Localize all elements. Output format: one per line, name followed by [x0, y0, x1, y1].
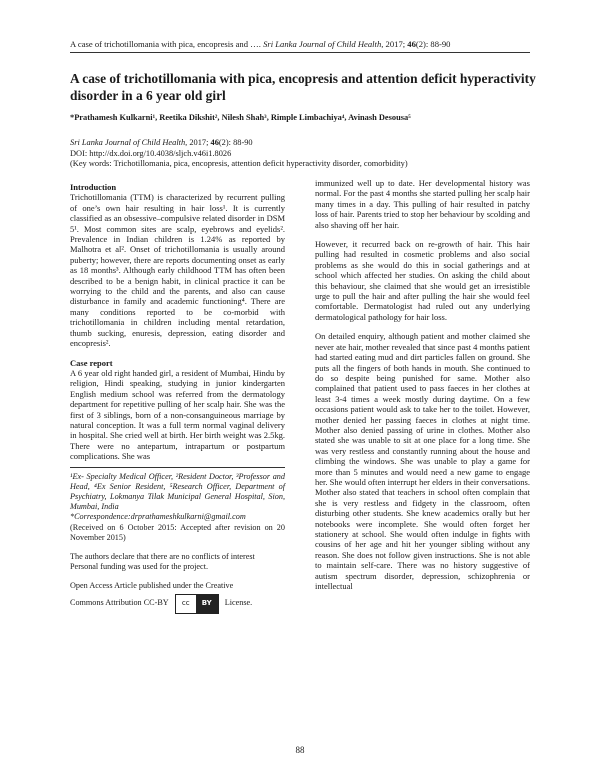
case-report-heading: Case report — [70, 357, 113, 368]
received-dates: (Received on 6 October 2015: Accepted after revision on 20 November 2015) — [70, 522, 285, 542]
doi-link[interactable]: DOI: http://dx.doi.org/10.4038/sljch.v46i1.8026 — [70, 148, 232, 158]
license-suffix: License. — [224, 598, 253, 608]
right-column — [315, 178, 530, 591]
running-header-prefix: A case of trichotillomania with pica, encopresis and …. — [70, 39, 264, 49]
citation-year: , 2017; — [185, 138, 211, 147]
article-title: A case of trichotillomania with pica, encopresis and attention deficit hyperactivity disorder in a 6 year old girl — [70, 71, 536, 103]
open-access-statement: Open Access Article published under the Creative — [70, 581, 234, 591]
case-report-paragraph: A 6 year old right handed girl, a resident of Mumbai, Hindu by religion, Hindi speaking, studying in junior kindergarten English medium school was referred from the dermatology department for repetitive pulling of her scalp hair. She was the first of 3 siblings, born of a non-consanguineous marriage by natural conception. It was a full term normal vaginal delivery in hospital. She cried well at birth. Her birth weight was 2.5kg. There were no antepartum, intrapartum or postpartum complications. She was — [70, 367, 285, 462]
citation-line — [70, 138, 540, 149]
cc-icon: cc — [176, 595, 196, 613]
citation-journal: Sri Lanka Journal of Child Health — [70, 138, 186, 147]
left-column — [70, 182, 285, 614]
citation-pages: (2): 88-90 — [218, 138, 253, 147]
by-icon: BY — [196, 595, 218, 613]
running-header-pages: (2): 88-90 — [415, 39, 451, 49]
body-paragraph-3: On detailed enquiry, although patient and mother claimed she never ate hair, mother revealed that since past 4 months patient had started eating mud and dirt particles fallen on ground. She puts all the fingers of both hands in mouth. She continued to do so despite being punished for same. Mother also complained that patient used to pass faeces in her clothes at least 3-4 times a week mostly during daytime. On a few occasions patient would ask to take her to the toilet. However, mother denied her passing faeces in clothes at night time. Mother also denied passing of urine in clothes. Mother also stated she was unable to sit at one place for a long time. She was very restless and constantly running about the house and climbing the windows. She was unable to play a game for more than 5 minutes and would need a new game to engage her. She would often interrupt her elders in their conversations. Mother also stated that teachers in school often complain that she is very restless and fidgety in the classroom, often disturbing other students. She knew academics orally but her notebooks were incomplete. She would often forget her stationery at school. She would often indulge in fights with cousins of her age and hit her younger sibling without any reason. She does not follow given instructions. She is not able to maintain self-care. There was no history suggestive of autism spectrum disorder, depression, schizophrenia or intellectual — [315, 331, 530, 592]
running-header-volume: 46 — [407, 39, 416, 49]
introduction-heading: Introduction — [70, 182, 117, 192]
running-header-journal: Sri Lanka Journal of Child Health — [263, 39, 382, 49]
conflict-statement: The authors declare that there are no conflicts of interest — [70, 551, 255, 561]
introduction-paragraph: Trichotillomania (TTM) is characterized by recurrent pulling of one’s own hair resulting in hair loss¹. It is currently classified as an obsessive–compulsive related disorder in DSM 5¹. Most common sites are scalp, eyebrows and eyelids². Prevalence in Indian children is 1.24% as reported by Malhotra et al². Onset of trichotillomania is usually around puberty; however, there are reports documenting onset as early as 18 months³. Although early childhood TTM has often been described to be a benign habit, in clinical practice it can be worrying to the child and the parents, and also can cause disturbance in family and academic functioning⁴. There are many conditions reported to be co-morbid with trichotillomania in children including mental retardation, thumb sucking, enuresis, depression, eating disorder and encopresis². — [70, 192, 285, 349]
body-paragraph-2: However, it recurred back on re-growth of hair. This hair pulling had resulted in cosmetic problems and also social problems as she would do this in social gatherings and at school which affected her studies. On asking the child about this behaviour, she claimed that she would get an irresistible urge to pull the hair and after pulling the hair she would feel comfortable. Dermatologist had ruled out any underlying dermatological pathology for hair loss. — [315, 239, 530, 322]
affiliations-footnote: ¹Ex- Specialty Medical Officer, ²Resident Doctor, ³Professor and Head, ⁴Ex Senior Resident, ⁵Research Officer, Department of Psychiatry, Lokmanya Tilak Municipal General Hospital, Sion, Mumbai, India — [70, 471, 285, 512]
funding-statement: Personal funding was used for the project. — [70, 562, 209, 572]
license-prefix: Commons Attribution CC-BY — [70, 598, 169, 608]
header-divider — [70, 52, 530, 53]
cc-by-license-icon[interactable] — [175, 594, 219, 614]
article-meta — [70, 138, 540, 170]
keywords: (Key words: Trichotillomania, pica, encopresis, attention deficit hyperactivity disorder, comorbidity) — [70, 159, 408, 168]
footnote-divider — [70, 467, 285, 468]
license-line — [70, 594, 285, 614]
body-paragraph-1: immunized well up to date. Her developmental history was normal. For the past 4 months she started pulling her scalp hair many times in a day. This pulling of hair resulted in patchy loss of hair. Parents tried to stop her behaviour by scolding and also shaving off her hair. — [315, 178, 530, 230]
running-header — [70, 39, 530, 50]
page-number: 88 — [295, 745, 305, 755]
citation-volume: 46 — [210, 138, 219, 147]
author-list: *Prathamesh Kulkarni¹, Reetika Dikshit², Nilesh Shah³, Rimple Limbachiya⁴, Avinash Desousa⁵ — [70, 113, 411, 122]
correspondence-email[interactable]: *Correspondence:drprathameshkulkarni@gmail.com — [70, 512, 246, 522]
running-header-year: , 2017; — [381, 39, 408, 49]
